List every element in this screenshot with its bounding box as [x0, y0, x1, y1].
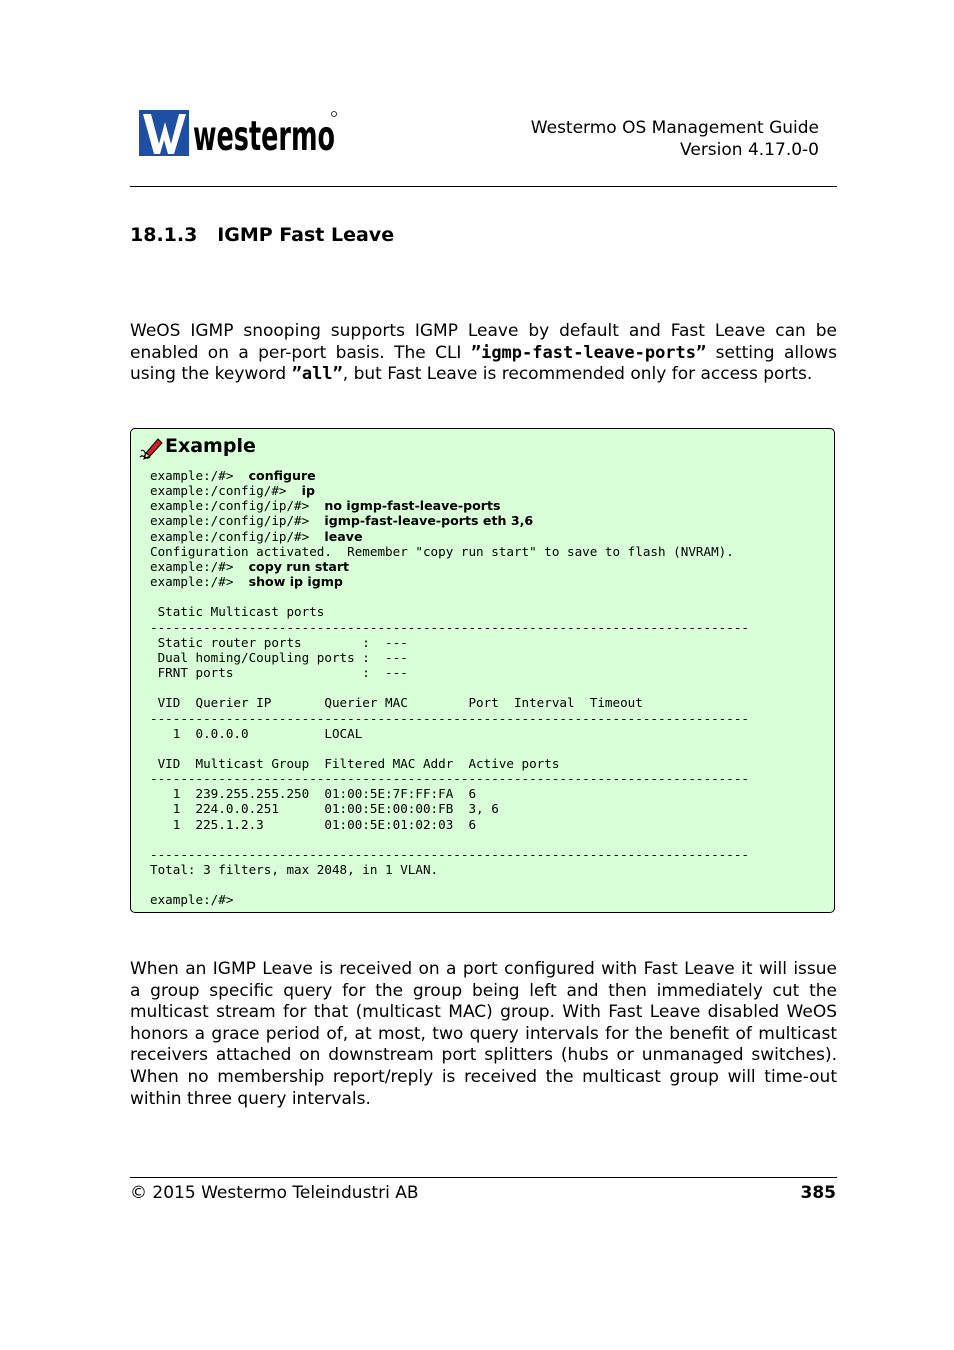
terminal-line: [150, 529, 363, 544]
terminal-command: no igmp-fast-leave-ports: [324, 498, 501, 514]
keyword-open-quote: ”: [291, 364, 302, 385]
terminal-line: [150, 665, 408, 680]
terminal-prompt: Configuration activated. Remember "copy run start" to save to flash (NVRAM).: [150, 543, 734, 559]
terminal-command: copy run start: [248, 558, 350, 574]
terminal-prompt: example:/config/ip/#>: [150, 513, 325, 529]
section-number: 18.1.3: [130, 224, 198, 246]
intro-paragraph: [130, 321, 837, 386]
logo-wordmark: westermo: [193, 112, 335, 160]
keyword-all: [292, 364, 343, 384]
terminal-prompt: VID Querier IP Querier MAC Port Interval Timeout: [150, 695, 643, 711]
document-header: [531, 117, 819, 161]
example-box: [130, 428, 835, 913]
cli-setting-text: igmp-fast-leave-ports: [481, 342, 697, 363]
terminal-prompt: FRNT ports : ---: [150, 665, 408, 681]
terminal-prompt: -------------------------------------------------------------------------------: [150, 846, 749, 862]
terminal-prompt: 1 225.1.2.3 01:00:5E:01:02:03 6: [150, 816, 477, 832]
terminal-command: show ip igmp: [248, 574, 343, 590]
intro-text-1: WeOS IGMP snooping supports IGMP Leave by default and Fast Leave can be enabled on a per-port basis. The CLI: [130, 321, 837, 363]
body-paragraph: When an IGMP Leave is received on a port configured with Fast Leave it will issue a group specific query for the group being left and then immediately cut the multicast stream for that (multicast MAC) group. With Fast Leave disabled WeOS honors a grace period of, at most, two query intervals for the benefit of multicast receivers attached on downstream port splitters (hubs or unmanaged switches). When no membership report/reply is received the multicast group will time-out within three query intervals.: [130, 959, 837, 1109]
copyright-text: 2015 Westermo Teleindustri AB: [147, 1183, 419, 1203]
terminal-line: [150, 498, 501, 513]
terminal-prompt: VID Multicast Group Filtered MAC Addr Active ports: [150, 755, 560, 771]
terminal-prompt: Static Multicast ports: [150, 604, 325, 620]
terminal-prompt: example:/#>: [150, 558, 249, 574]
guide-version: Version 4.17.0-0: [680, 140, 819, 160]
terminal-prompt: 1 224.0.0.251 01:00:5E:00:00:FB 3, 6: [150, 801, 499, 817]
terminal-line: [150, 817, 476, 832]
terminal-output: [150, 468, 749, 908]
terminal-prompt: example:/config/#>: [150, 483, 302, 499]
terminal-line: [150, 513, 533, 528]
section-title: IGMP Fast Leave: [217, 224, 395, 246]
terminal-line: [150, 635, 408, 650]
terminal-prompt: Total: 3 filters, max 2048, in 1 VLAN.: [150, 862, 439, 878]
footer-rule: [130, 1177, 837, 1178]
keyword-text: all: [301, 364, 333, 385]
pencil-icon: [138, 435, 164, 461]
guide-title: Westermo OS Management Guide: [530, 118, 819, 138]
terminal-prompt: Static router ports : ---: [150, 634, 408, 650]
terminal-line: [150, 620, 749, 635]
close-quote: ”: [696, 342, 707, 363]
terminal-line: [150, 847, 749, 862]
terminal-line: [150, 756, 559, 771]
terminal-line: [150, 771, 749, 786]
footer-copyright: [130, 1183, 419, 1203]
terminal-prompt: -------------------------------------------------------------------------------: [150, 710, 749, 726]
terminal-command: leave: [324, 528, 363, 544]
terminal-line: [150, 604, 324, 619]
terminal-line: [150, 726, 362, 741]
terminal-line: [150, 786, 476, 801]
terminal-line: [150, 711, 749, 726]
open-quote: ”: [470, 342, 482, 363]
example-title: Example: [165, 435, 256, 457]
terminal-prompt: 1 239.255.255.250 01:00:5E:7F:FF:FA 6: [150, 786, 477, 802]
keyword-close-quote: ”: [332, 364, 343, 385]
terminal-prompt: Dual homing/Coupling ports : ---: [150, 649, 408, 665]
terminal-line: [150, 468, 316, 483]
cli-setting-name: [471, 343, 706, 363]
page-number: 385: [800, 1183, 836, 1203]
terminal-prompt: example:/config/ip/#>: [150, 498, 325, 514]
intro-text-2: setting allows using the keyword: [130, 342, 837, 385]
terminal-prompt: -------------------------------------------------------------------------------: [150, 619, 749, 635]
header-rule: [130, 186, 837, 187]
terminal-prompt: example:/#>: [150, 892, 234, 908]
terminal-line: [150, 559, 349, 574]
terminal-line: [150, 544, 734, 559]
intro-text-3: , but Fast Leave is recommended only for access ports.: [342, 364, 813, 385]
terminal-line: [150, 574, 343, 589]
terminal-prompt: example:/#>: [150, 574, 249, 590]
terminal-line: [150, 695, 643, 710]
section-heading: [130, 224, 394, 246]
terminal-line: [150, 862, 438, 877]
terminal-prompt: example:/config/ip/#>: [150, 528, 325, 544]
terminal-line: [150, 650, 408, 665]
terminal-command: configure: [248, 468, 316, 483]
copyright-symbol: ©: [130, 1183, 147, 1203]
terminal-prompt: -------------------------------------------------------------------------------: [150, 771, 749, 787]
terminal-prompt: 1 0.0.0.0 LOCAL: [150, 725, 363, 741]
terminal-prompt: example:/#>: [150, 468, 249, 483]
terminal-line: [150, 483, 315, 498]
westermo-logo: [139, 110, 339, 158]
terminal-line: [150, 892, 233, 907]
terminal-command: ip: [301, 483, 315, 499]
terminal-line: [150, 801, 499, 816]
terminal-command: igmp-fast-leave-ports eth 3,6: [324, 513, 534, 529]
